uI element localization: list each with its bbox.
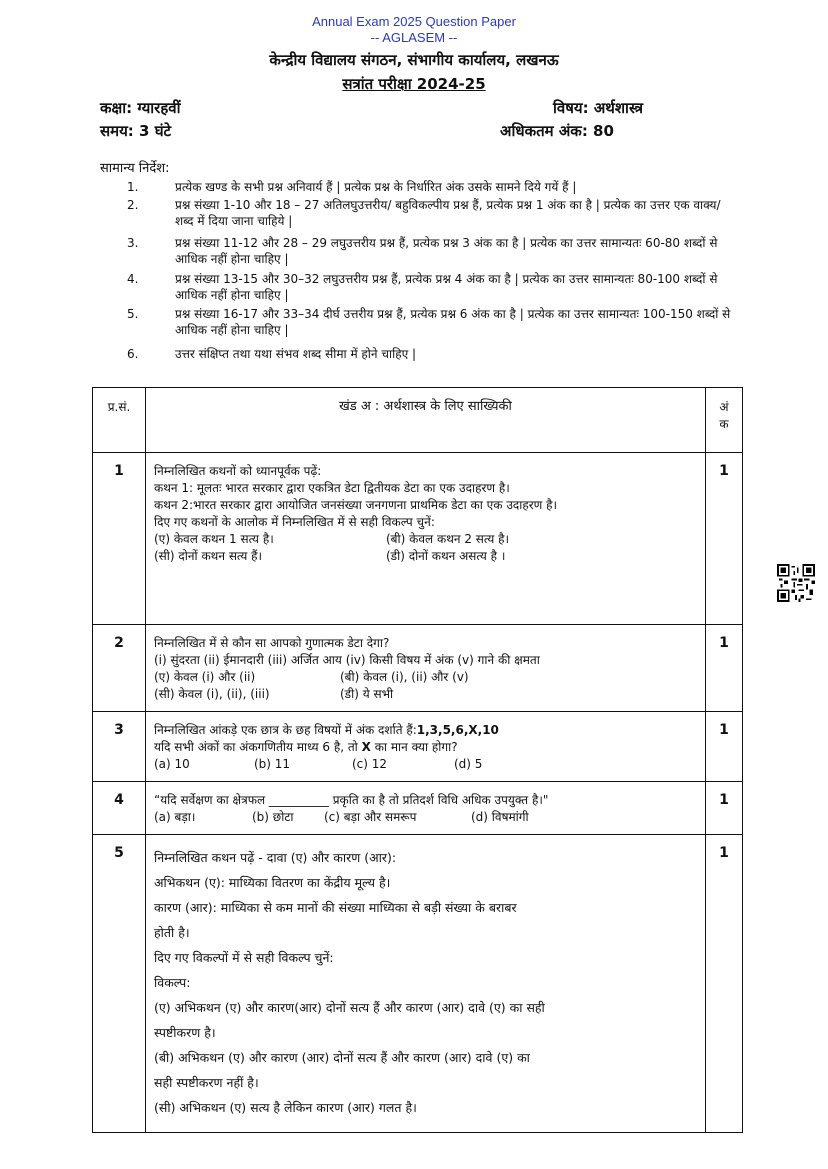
option-b: (बी) केवल कथन 2 सत्य है।	[386, 532, 510, 546]
question-number: 2	[93, 625, 146, 712]
question-line: स्पष्टीकरण है।	[154, 1025, 216, 1040]
question-marks: 1	[706, 835, 743, 1133]
table-row	[93, 712, 743, 782]
table-row	[93, 453, 743, 625]
option-c: (c) बड़ा और समरूप	[324, 810, 417, 824]
question-line: (ए) अभिकथन (ए) और कारण(आर) दोनों सत्य हैं और कारण (आर) दावे (ए) का सही	[154, 1000, 545, 1015]
question-line: कथन 1: मूलतः भारत सरकार द्वारा एकत्रित डेटा द्वितीयक डेटा का एक उदाहरण है।	[154, 481, 510, 495]
instruction-item	[100, 197, 740, 231]
section-title: खंड अ : अर्थशास्त्र के लिए साख्यिकी	[146, 388, 706, 453]
class-label: कक्षा: ग्यारहवीं	[100, 99, 181, 117]
instruction-number: 4.	[127, 272, 139, 286]
question-line: (सी) अभिकथन (ए) सत्य है लेकिन कारण (आर) गलत है।	[154, 1100, 417, 1115]
option-c: (सी) केवल (i), (ii), (iii)	[154, 687, 270, 701]
instruction-text: प्रत्येक खण्ड के सभी प्रश्न अनिवार्य हैं | प्रत्येक प्रश्न के निर्धारित अंक उसके सामने दिये गयें हैं |	[175, 180, 577, 194]
marks-header	[706, 388, 743, 453]
option-a: (ए) केवल कथन 1 सत्य है।	[154, 532, 274, 546]
option-row	[154, 809, 697, 826]
banner-source[interactable]: -- AGLASEM --	[370, 30, 458, 45]
time-label: समय: 3 घंटे	[100, 122, 172, 140]
table-header-row	[93, 388, 743, 453]
option-c: (c) 12	[352, 757, 388, 771]
option-row	[154, 669, 697, 686]
question-line: निम्नलिखित कथनों को ध्यानपूर्वक पढ़ें:	[154, 464, 322, 478]
instruction-text: प्रश्न संख्या 13-15 और 30–32 लघुउत्तरीय प्रश्न हैं, प्रत्येक प्रश्न 4 अंक का है | प्रत्येक का उत्तर सामान्यतः 80-100 शब्दों से आधिक नहीं होना चाहिए |	[175, 272, 718, 302]
question-line: (i) सुंदरता (ii) ईमानदारी (iii) अर्जित आय (iv) किसी विषय में अंक (v) गाने की क्षमता	[154, 653, 540, 667]
question-line: विकल्प:	[154, 975, 191, 990]
option-b: (बी) केवल (i), (ii) और (v)	[340, 670, 469, 684]
question-text: का मान क्या होगा?	[370, 740, 458, 754]
option-d: (d) विषमांगी	[471, 810, 529, 824]
option-c: (सी) दोनों कथन सत्य हैं।	[154, 549, 263, 563]
subject-label: विषय: अर्थशास्त्र	[553, 99, 644, 117]
variable-x: X	[361, 740, 371, 754]
instruction-text: प्रश्न संख्या 1-10 और 18 – 27 अतिलघुउत्तरीय/ बहुविकल्पीय प्रश्न हैं, प्रत्येक प्रश्न 1 अंक का है | प्रत्येक का उत्तर एक वाक्य/ शब्द में दिया जाना चाहिये |	[175, 198, 721, 228]
banner-title[interactable]: Annual Exam 2025 Question Paper	[312, 14, 516, 29]
option-row	[154, 548, 697, 565]
instruction-item	[100, 346, 740, 362]
option-d: (डी) ये सभी	[340, 687, 394, 701]
option-a: (ए) केवल (i) और (ii)	[154, 670, 256, 684]
question-body	[146, 453, 706, 625]
question-marks: 1	[706, 453, 743, 625]
instruction-text: उत्तर संक्षिप्त तथा यथा संभव शब्द सीमा में होने चाहिए |	[175, 347, 417, 361]
instruction-number: 3.	[127, 236, 139, 250]
question-line	[154, 722, 697, 739]
instructions-title: सामान्य निर्देश:	[100, 161, 170, 176]
table-row	[93, 782, 743, 835]
question-body	[146, 625, 706, 712]
question-marks: 1	[706, 782, 743, 835]
question-line: सही स्पष्टीकरण नहीं है।	[154, 1075, 259, 1090]
qno-header: प्र.सं.	[93, 388, 146, 453]
table-row	[93, 625, 743, 712]
question-number: 4	[93, 782, 146, 835]
exam-title	[0, 74, 828, 94]
question-line: दिए गए कथनों के आलोक में निम्नलिखित में से सही विकल्प चुनें:	[154, 515, 435, 529]
option-b: (b) 11	[254, 757, 291, 771]
question-line	[154, 739, 697, 756]
instruction-text: प्रश्न संख्या 11-12 और 28 – 29 लघुउत्तरीय प्रश्न हैं, प्रत्येक प्रश्न 3 अंक का है | प्रत्येक का उत्तर सामान्यतः 60-80 शब्दों से आधिक नहीं होना चाहिए |	[175, 236, 718, 266]
instruction-item	[100, 306, 740, 340]
max-marks-label: अधिकतम अंक: 80	[500, 122, 614, 140]
question-number: 3	[93, 712, 146, 782]
question-line: कारण (आर): माध्यिका से कम मानों की संख्या माध्यिका से बड़ी संख्या के बराबर	[154, 900, 517, 915]
instruction-number: 2.	[127, 198, 139, 212]
option-row	[154, 531, 697, 548]
question-line: दिए गए विकल्पों में से सही विकल्प चुनें:	[154, 950, 334, 965]
question-text: यदि सभी अंकों का अंकगणितीय माध्य 6 है, तो	[154, 740, 362, 754]
question-body	[146, 835, 706, 1133]
table-row	[93, 835, 743, 1133]
option-a: (a) 10	[154, 757, 190, 771]
instruction-item	[100, 235, 740, 269]
instruction-number: 5.	[127, 307, 139, 321]
question-line: “यदि सर्वेक्षण का क्षेत्रफल __________ प्रकृति का है तो प्रतिदर्श विधि अधिक उपयुक्त है।"	[154, 793, 549, 807]
question-marks: 1	[706, 625, 743, 712]
question-line: होती है।	[154, 925, 190, 940]
question-body	[146, 712, 706, 782]
option-row	[154, 686, 697, 703]
marks-header-line2: क	[719, 417, 729, 431]
question-table	[92, 387, 743, 1133]
banner	[0, 14, 828, 46]
question-marks: 1	[706, 712, 743, 782]
instruction-item	[100, 179, 740, 195]
option-row	[154, 756, 697, 773]
question-line: निम्नलिखित में से कौन सा आपको गुणात्मक डेटा देगा?	[154, 636, 390, 650]
qr-code-icon[interactable]	[777, 564, 815, 602]
option-a: (a) बड़ा।	[154, 810, 196, 824]
instruction-text: प्रश्न संख्या 16-17 और 33–34 दीर्घ उत्तरीय प्रश्न हैं, प्रत्येक प्रश्न 6 अंक का है | प्रत्येक का उत्तर सामान्यतः 100-150 शब्दों से आधिक नहीं होना चाहिए |	[175, 307, 731, 337]
question-body	[146, 782, 706, 835]
question-line: कथन 2:भारत सरकार द्वारा आयोजित जनसंख्या जनगणना प्राथमिक डेटा का एक उदाहरण है।	[154, 498, 558, 512]
question-text: निम्नलिखित आंकड़े एक छात्र के छह विषयों में अंक दर्शाते हैं:	[154, 723, 417, 737]
data-values: 1,3,5,6,X,10	[416, 723, 499, 737]
instruction-item	[100, 271, 740, 305]
marks-header-line1: अं	[719, 400, 729, 414]
option-d: (d) 5	[454, 757, 483, 771]
question-line: अभिकथन (ए): माध्यिका वितरण का केंद्रीय मूल्य है।	[154, 875, 391, 890]
option-b: (b) छोटा	[252, 810, 294, 824]
instruction-number: 1.	[127, 180, 139, 194]
exam-title-text: सत्रांत परीक्षा 2024-25	[342, 75, 486, 93]
option-d: (डी) दोनों कथन असत्य है ।	[386, 549, 506, 563]
question-number: 5	[93, 835, 146, 1133]
organization-name: केन्द्रीय विद्यालय संगठन, संभागीय कार्यालय, लखनऊ	[269, 51, 559, 69]
question-line: निम्नलिखित कथन पढ़ें - दावा (ए) और कारण (आर):	[154, 850, 397, 865]
instruction-number: 6.	[127, 347, 139, 361]
question-line: (बी) अभिकथन (ए) और कारण (आर) दोनों सत्य हैं और कारण (आर) दावे (ए) का	[154, 1050, 530, 1065]
question-number: 1	[93, 453, 146, 625]
